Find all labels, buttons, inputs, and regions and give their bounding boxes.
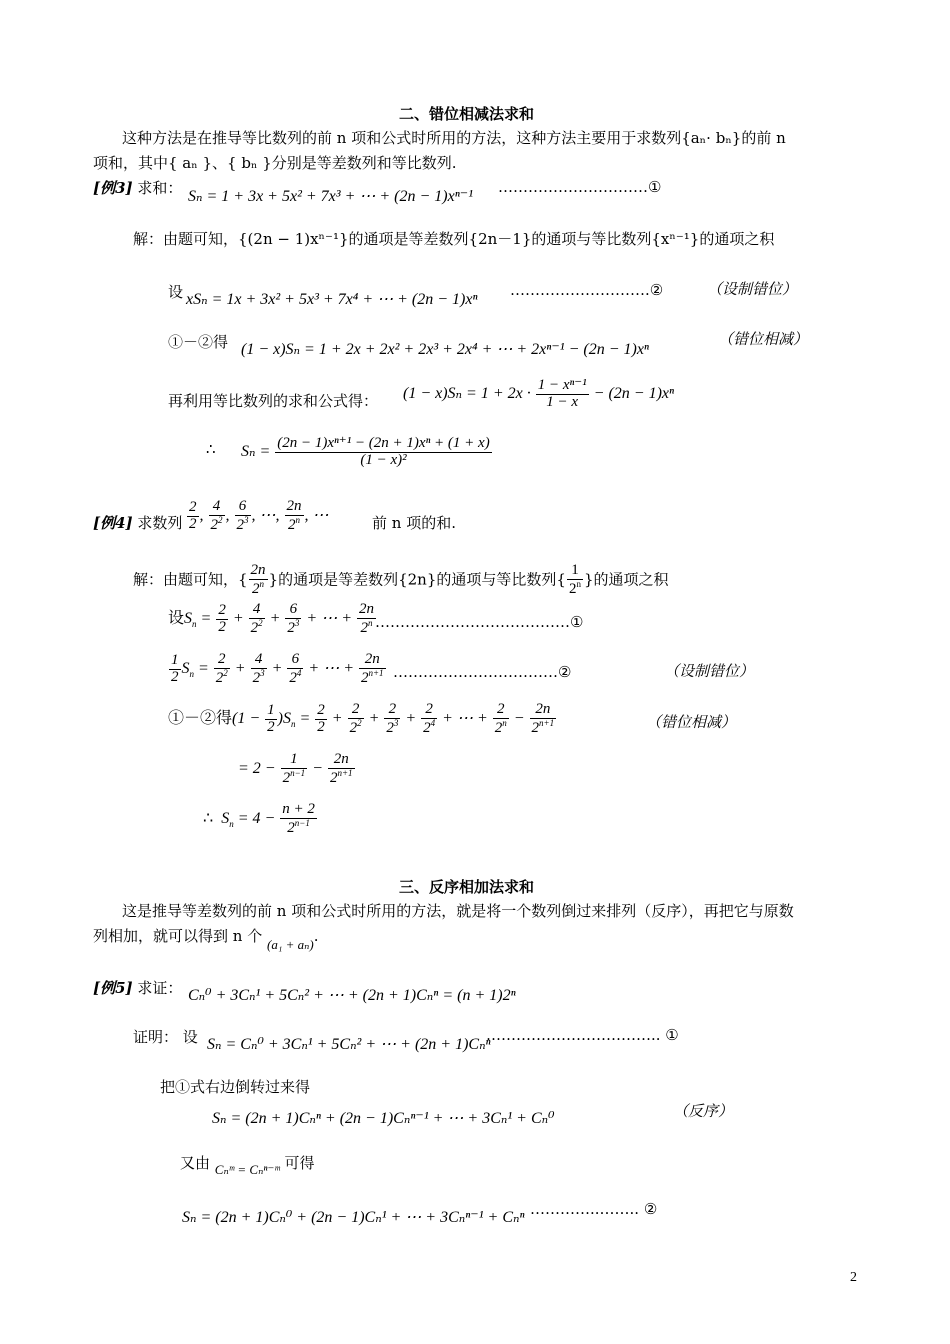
dots-marker: ……………………….② — [510, 281, 664, 299]
result-formula: ∴ $S_n = 4$ − $\frac{n + 2}{2^{n-1}}$ — [203, 801, 315, 836]
denominator: 1 − x — [536, 394, 589, 411]
example-5-header — [93, 977, 182, 998]
fraction: $\frac{2n}{2^n}$ — [286, 498, 302, 533]
annotation: （反序） — [673, 1102, 734, 1120]
step-formula — [403, 378, 674, 411]
annotation: （设制错位） — [664, 662, 755, 680]
dots-marker: …………………………………① — [375, 613, 584, 631]
dots-marker: …………………………….. ① — [486, 1026, 679, 1044]
step-formula: (1 − x)Sₙ = 1 + 2x + 2x² + 2x³ + 2x⁴ + ⋯ + 2xⁿ⁻¹ − (2n − 1)xⁿ — [241, 341, 649, 358]
numerator: (2n − 1)xⁿ⁺¹ − (2n + 1)xⁿ + (1 + x) — [277, 435, 490, 451]
numerator: 1 − xⁿ⁻¹ — [537, 377, 587, 393]
example-label: [例3] — [93, 179, 133, 197]
fraction: $\frac{2n}{2^n}$ — [250, 562, 266, 597]
section-heading: 三、反序相加法求和 — [399, 878, 535, 896]
solution-intro: 解：由题可知，{(2n − 1)xⁿ⁻¹}的通项是等差数列{2n－1}的通项与等比数列{xⁿ⁻¹}的通项之积 — [133, 230, 775, 248]
fraction — [275, 436, 491, 469]
fraction: $\frac{4}{2^2}$ — [210, 498, 223, 533]
formula-part: − (2n − 1)xⁿ — [593, 384, 675, 402]
example-3-header — [93, 177, 182, 198]
section-heading: 二、错位相减法求和 — [399, 105, 535, 123]
proof-label: 证明： 设 — [133, 1028, 198, 1046]
therefore-symbol: ∴ — [206, 440, 216, 458]
example-label: [例5] — [93, 979, 133, 997]
step-prefix: 又由 Cₙᵐ = Cₙⁿ⁻ᵐ 可得 — [180, 1154, 315, 1177]
annotation: （设制错位） — [707, 280, 798, 298]
formula-part: Sₙ = — [241, 442, 271, 460]
example-prompt: 求和： — [137, 179, 183, 197]
formula-part: (1 − x)Sₙ = 1 + 2x · — [403, 384, 531, 402]
annotation: （错位相减） — [646, 713, 737, 731]
dots-marker: ……………………………② — [393, 663, 572, 681]
intro-text: 这是推导等差数列的前 n 项和公式时所用的方法，就是将一个数列倒过来排列（反序），再把它与原数 — [122, 902, 794, 920]
step-formula: $\frac{1}{2}$ $S_n$ = $\frac{2}{2^2}$ + $\frac{4}{2^3}$ + $\frac{6}{2^4}$ + ⋯ + $\frac{2n}{2^{n+1}}$ — [171, 651, 384, 686]
annotation: （错位相减） — [718, 330, 809, 348]
example-prompt: 求数列 — [137, 514, 183, 532]
intro-text: 列相加，就可以得到 n 个 (a₁ + aₙ). — [93, 927, 319, 952]
page-number: 2 — [850, 1270, 857, 1285]
dots-marker: …………..…….. ② — [530, 1200, 658, 1218]
fraction — [536, 378, 589, 411]
step-formula: = 2 − $\frac{1}{2^{n-1}}$ − $\frac{2n}{2^{n+1}}$ — [238, 751, 353, 786]
example-label: [例4] — [93, 514, 133, 532]
intro-text: 项和，其中{ aₙ }、{ bₙ }分别是等差数列和等比数列. — [93, 154, 457, 172]
step-prefix: ①－②得 — [168, 333, 229, 351]
sum-formula: Sₙ = 1 + 3x + 5x² + 7x³ + ⋯ + (2n − 1)xⁿ⁻¹ — [188, 188, 473, 205]
intro-text: 这种方法是在推导等比数列的前 n 项和公式时所用的方法，这种方法主要用于求数列{aₙ· bₙ}的前 n — [122, 129, 786, 147]
step-formula: Sₙ = (2n + 1)Cₙ⁰ + (2n − 1)Cₙ¹ + ⋯ + 3Cₙⁿ⁻¹ + Cₙⁿ — [182, 1209, 525, 1226]
fraction: $\frac{6}{2^3}$ — [236, 498, 249, 533]
fraction: $\frac{2}{2}$ — [189, 499, 197, 532]
solution-intro: 解：由题可知，{ $\frac{2n}{2^n}$ }的通项是等差数列{2n}的通项与等比数列{ $\frac{1}{2^n}$ }的通项之积 — [133, 562, 669, 597]
denominator: (1 − x)² — [275, 452, 491, 469]
step-prefix: 把①式右边倒转过来得 — [160, 1078, 311, 1096]
example-prompt-tail: 前 n 项的和. — [372, 514, 456, 532]
step-formula: ①－②得(1 − $\frac{1}{2}$ )$S_n$ = $\frac{2}{2}$ + $\frac{2}{2^2}$ + $\frac{2}{2^3}$ + $\frac{2}{2^4}$ + ⋯ + $\frac{2}{2^n}$ − $\frac{2n}{2^{n+1}}$ — [168, 701, 555, 736]
step-set-label: 设 — [168, 283, 184, 301]
fraction: $\frac{1}{2^n}$ — [568, 562, 581, 597]
step-prefix: 再利用等比数列的求和公式得： — [168, 392, 379, 410]
sequence-formula: $\frac{2}{2}$ , $\frac{4}{2^2}$ , $\frac{6}{2^3}$ , ⋯, $\frac{2n}{2^n}$ , ⋯ — [189, 498, 329, 533]
step-formula: Sₙ = Cₙ⁰ + 3Cₙ¹ + 5Cₙ² + ⋯ + (2n + 1)Cₙⁿ — [207, 1036, 491, 1053]
claim-formula: Cₙ⁰ + 3Cₙ¹ + 5Cₙ² + ⋯ + (2n + 1)Cₙⁿ = (n + 1)2ⁿ — [188, 987, 516, 1004]
example-4-header — [93, 512, 182, 533]
dots-marker: …………………………① — [498, 178, 662, 196]
result-formula — [241, 436, 493, 469]
step-formula: Sₙ = (2n + 1)Cₙⁿ + (2n − 1)Cₙⁿ⁻¹ + ⋯ + 3Cₙ¹ + Cₙ⁰ — [212, 1110, 555, 1127]
step-formula: xSₙ = 1x + 3x² + 5x³ + 7x⁴ + ⋯ + (2n − 1)xⁿ — [186, 291, 478, 308]
example-prompt: 求证： — [137, 979, 183, 997]
step-formula: 设$S_n$ = $\frac{2}{2}$ + $\frac{4}{2^2}$ + $\frac{6}{2^3}$ + ⋯ + $\frac{2n}{2^n}$ — [168, 601, 374, 636]
